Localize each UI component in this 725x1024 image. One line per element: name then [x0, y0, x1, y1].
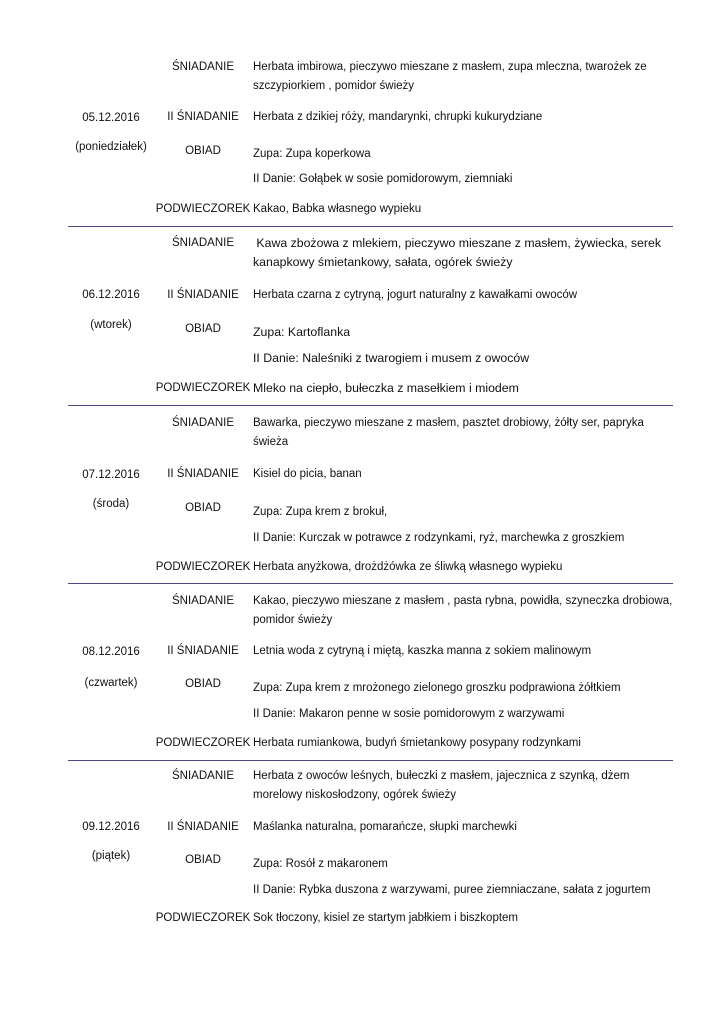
meal-type-second-breakfast: II ŚNIADANIE [167, 468, 239, 480]
meal-description [253, 465, 673, 484]
date-label: 09.12.2016 [82, 821, 140, 833]
meal-type-breakfast: ŚNIADANIE [172, 237, 234, 249]
meal-line: Mleko na ciepło, bułeczka z masełkiem i miodem [253, 381, 519, 395]
meal-type-second-breakfast: II ŚNIADANIE [167, 111, 239, 123]
meal-line: kanapkowy śmietankowy, sałata, ogórek świeży [253, 255, 513, 269]
meal-type-breakfast: ŚNIADANIE [172, 770, 234, 782]
meal-line: Herbata czarna z cytryną, jogurt naturalny z kawałkami owoców [253, 289, 578, 301]
meal-type-second-breakfast: II ŚNIADANIE [167, 289, 239, 301]
meal-line: Maślanka naturalna, pomarańcze, słupki marchewki [253, 821, 517, 833]
meal-line: morelowy niskosłodzony, ogórek świeży [253, 789, 457, 801]
weekday-label: (wtorek) [90, 319, 132, 331]
meal-type-second-breakfast: II ŚNIADANIE [167, 821, 239, 833]
meal-line: pomidor świeży [253, 614, 333, 626]
meal-line: Kakao, pieczywo mieszane z masłem , pasta rybna, powidła, szyneczka drobiowa, [253, 595, 673, 607]
meal-description [253, 734, 673, 753]
meal-type-lunch: OBIAD [185, 854, 221, 866]
meal-type-afternoon-snack: PODWIECZOREK [155, 561, 251, 573]
day-block [68, 405, 673, 584]
meal-line: Zupa: Zupa krem z brokuł, [253, 506, 388, 518]
weekday-label: (poniedziałek) [75, 141, 147, 153]
meal-line: Zupa: Rosół z makaronem [253, 858, 388, 870]
meal-type-afternoon-snack: PODWIECZOREK [155, 203, 251, 215]
meal-description [253, 142, 673, 192]
meal-description [253, 818, 673, 837]
weekday-label: (piątek) [91, 850, 131, 862]
meal-type-lunch: OBIAD [185, 323, 221, 335]
meal-line: Bawarka, pieczywo mieszane z masłem, pasztet drobiowy, żółty ser, papryka [253, 417, 644, 429]
meal-type-afternoon-snack: PODWIECZOREK [155, 737, 251, 749]
meal-description [253, 909, 673, 928]
meal-description [253, 58, 673, 96]
meal-line: II Danie: Makaron penne w sosie pomidorowym z warzywami [253, 708, 565, 720]
meal-description [253, 558, 673, 577]
meal-line: Kakao, Babka własnego wypieku [253, 203, 422, 215]
meal-description [253, 767, 673, 805]
meal-line: Zupa: Zupa koperkowa [253, 148, 371, 160]
day-block [68, 48, 673, 226]
meal-description [253, 286, 673, 305]
meal-line: Zupa: Zupa krem z mrożonego zielonego groszku podprawiona żółtkiem [253, 682, 621, 694]
day-block [68, 583, 673, 761]
meal-line: Herbata imbirowa, pieczywo mieszane z masłem, zupa mleczna, twarożek ze [253, 61, 647, 73]
meal-line: II Danie: Naleśniki z twarogiem i musem z owoców [253, 351, 530, 365]
date-label: 07.12.2016 [82, 469, 140, 481]
meal-line: Kawa zbożowa z mlekiem, pieczywo mieszane z masłem, żywiecka, serek [253, 236, 661, 250]
weekday-label: (czwartek) [84, 677, 138, 689]
meal-description [253, 851, 673, 903]
meal-description [253, 414, 673, 452]
meal-description [253, 592, 673, 630]
meal-type-second-breakfast: II ŚNIADANIE [167, 645, 239, 657]
meal-description [253, 675, 673, 727]
meal-line: Sok tłoczony, kisiel ze startym jabłkiem i biszkoptem [253, 912, 519, 924]
date-label: 08.12.2016 [82, 646, 140, 658]
meal-type-breakfast: ŚNIADANIE [172, 595, 234, 607]
meal-type-breakfast: ŚNIADANIE [172, 417, 234, 429]
meal-type-breakfast: ŚNIADANIE [172, 61, 234, 73]
day-block [68, 760, 673, 951]
meal-line: szczypiorkiem , pomidor świeży [253, 80, 415, 92]
meal-line: świeża [253, 436, 289, 448]
meal-description [253, 319, 673, 371]
meal-description [253, 200, 673, 219]
meal-type-lunch: OBIAD [185, 678, 221, 690]
meal-type-afternoon-snack: PODWIECZOREK [155, 382, 251, 394]
meal-type-afternoon-snack: PODWIECZOREK [155, 912, 251, 924]
date-label: 06.12.2016 [82, 289, 140, 301]
meal-line: II Danie: Kurczak w potrawce z rodzynkami, ryż, marchewka z groszkiem [253, 532, 625, 544]
meal-line: Letnia woda z cytryną i miętą, kaszka manna z sokiem malinowym [253, 645, 592, 657]
meal-line: Herbata rumiankowa, budyń śmietankowy posypany rodzynkami [253, 737, 581, 749]
date-label: 05.12.2016 [82, 112, 140, 124]
meal-line: II Danie: Gołąbek w sosie pomidorowym, ziemniaki [253, 173, 513, 185]
meal-line: Herbata anyżkowa, drożdżówka ze śliwką własnego wypieku [253, 561, 563, 573]
meal-line: Herbata z owoców leśnych, bułeczki z masłem, jajecznica z szynką, dżem [253, 770, 630, 782]
meal-description [253, 108, 673, 127]
weekday-label: (środa) [92, 498, 130, 510]
meal-line: Kisiel do picia, banan [253, 468, 362, 480]
meal-description [253, 642, 673, 661]
meal-description [253, 499, 673, 551]
meal-line: II Danie: Rybka duszona z warzywami, puree ziemniaczane, sałata z jogurtem [253, 884, 651, 896]
meal-type-lunch: OBIAD [185, 145, 221, 157]
meal-description [253, 379, 673, 398]
meal-description [253, 234, 673, 272]
meal-line: Herbata z dzikiej róży, mandarynki, chrupki kukurydziane [253, 111, 543, 123]
day-block [68, 226, 673, 405]
meal-type-lunch: OBIAD [185, 502, 221, 514]
meal-line: Zupa: Kartoflanka [253, 325, 351, 339]
